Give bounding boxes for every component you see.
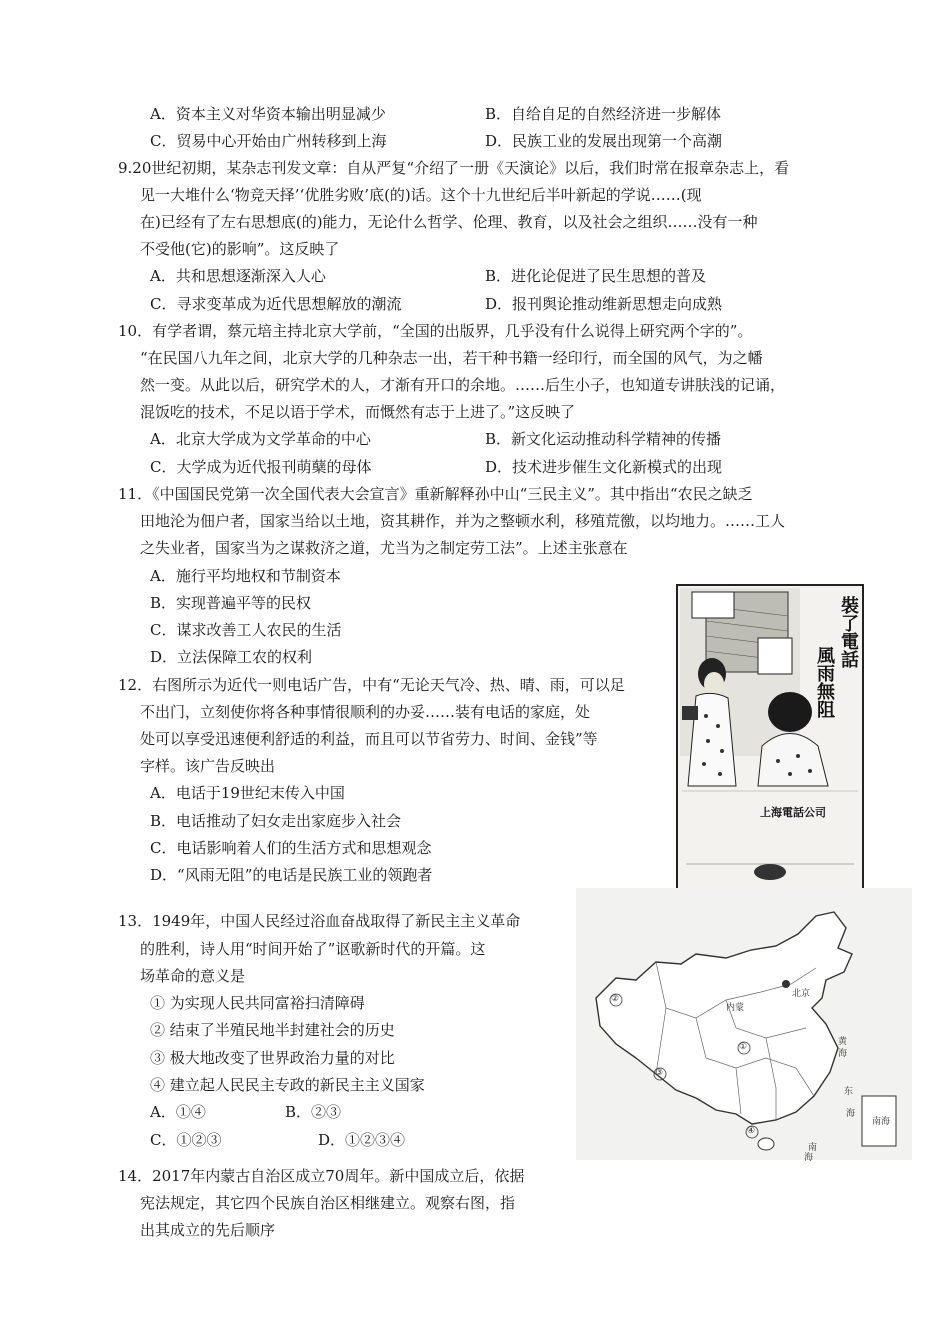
advertisement-illustration: [678, 586, 862, 889]
q11-stem-line1: 11．《中国国民党第一次全国代表大会宣言》重新解释孙中山“三民主义”。其中指出“农民之缺乏: [118, 485, 753, 503]
q9-stem-line4: 不受他(它)的影响”。这反映了: [140, 240, 340, 258]
map-label-beijing: 北京: [792, 989, 811, 999]
q13-stem-line2: 的胜利，诗人用“时间开始了”讴歌新时代的开篇。这: [140, 940, 486, 958]
q13-stem-line3: 场革命的意义是: [140, 967, 246, 985]
q11-option-a: A．施行平均地权和节制资本: [150, 567, 341, 585]
ad-company-name: 上海電話公司: [760, 806, 826, 819]
q12-option-b: B．电话推动了妇女走出家庭步入社会: [150, 812, 402, 830]
map-marker-2: ①: [739, 1042, 748, 1052]
q13-option-b: B．②③: [285, 1103, 342, 1121]
q13-statement-3: ③ 极大地改变了世界政治力量的对比: [150, 1049, 395, 1067]
q13-option-c: C．①②③: [150, 1131, 222, 1149]
telephone-advertisement-figure: [676, 584, 864, 891]
q10-stem-line1: 10．有学者谓，蔡元培主持北京大学前，“全国的出版界，几乎没有什么说得上研究两个字的”。: [118, 322, 753, 340]
map-marker-1: ②: [611, 994, 620, 1004]
q10-option-b: B．新文化运动推动科学精神的传播: [485, 430, 722, 448]
map-marker-3: ③: [655, 1068, 664, 1078]
q8-option-b: B．自给自足的自然经济进一步解体: [485, 105, 722, 123]
q12-stem-line3: 处可以享受迅速便利舒适的利益，而且可以节省劳力、时间、金钱”等: [140, 730, 598, 748]
map-label-inner-mongolia: 内蒙: [726, 1003, 745, 1013]
q9-option-b: B．进化论促进了民生思想的普及: [485, 267, 707, 285]
q11-stem-line3: 之失业者，国家当为之谋救济之道，尤当为之制定劳工法”。上述主张意在: [140, 539, 628, 557]
china-map-figure: [576, 888, 912, 1163]
q9-stem-line1: 9.20世纪初期，某杂志刊发文章：自从严复“介绍了一册《天演论》以后，我们时常在报章杂志上，看: [118, 159, 790, 177]
q11-option-d: D．立法保障工农的权利: [150, 648, 313, 666]
q13-statement-4: ④ 建立起人民民主专政的新民主主义国家: [150, 1076, 425, 1094]
map-label-east-sea-2: 海: [846, 1109, 856, 1119]
q14-stem-line2: 宪法规定，其它四个民族自治区相继建立。观察右图，指: [140, 1194, 516, 1212]
ad-headline-right: 裝了電話: [838, 596, 859, 668]
china-outline-map: [576, 888, 912, 1160]
q12-option-a: A．电话于19世纪末传入中国: [150, 784, 345, 802]
q10-stem-line4: 混饭吃的技术，不足以语于学术，而慨然有志于上进了。”这反映了: [140, 403, 576, 421]
q12-stem-line4: 字样。该广告反映出: [140, 757, 276, 775]
q9-stem-line2: 见一大堆什么‘物竞天择’‘优胜劣败’底(的)话。这个十九世纪后半叶新起的学说……(现: [140, 186, 702, 204]
map-label-east-sea-1: 东: [844, 1087, 854, 1097]
q10-option-a: A．北京大学成为文学革命的中心: [150, 430, 371, 448]
map-label-yellow-sea-1: 黄: [838, 1037, 848, 1047]
map-label-yellow-sea-2: 海: [838, 1049, 848, 1059]
q13-stem-line1: 13．1949年，中国人民经过浴血奋战取得了新民主主义革命: [118, 912, 521, 930]
q12-option-d: D．“风雨无阻”的电话是民族工业的领跑者: [150, 866, 433, 884]
q11-option-b: B．实现普遍平等的民权: [150, 594, 312, 612]
map-label-south-sea-1: 南: [808, 1143, 818, 1153]
q9-option-c: C．寻求变革成为近代思想解放的潮流: [150, 295, 402, 313]
map-label-south-sea-2: 海: [804, 1153, 814, 1163]
q8-option-a: A．资本主义对华资本输出明显减少: [150, 105, 386, 123]
ad-headline-left: 風雨無阻: [814, 646, 835, 718]
q12-stem-line1: 12．右图所示为近代一则电话广告，中有“无论天气冷、热、晴、雨，可以足: [118, 676, 625, 694]
q13-option-a: A．①④: [150, 1103, 206, 1121]
q13-statement-1: ① 为实现人民共同富裕扫清障碍: [150, 994, 365, 1012]
q10-option-d: D．技术进步催生文化新模式的出现: [485, 458, 723, 476]
q9-option-d: D．报刊舆论推动维新思想走向成熟: [485, 295, 723, 313]
q9-stem-line3: 在)已经有了左右思想底(的)能力，无论什么哲学、伦理、教育，以及社会之组织……没有一种: [140, 213, 758, 231]
q9-option-a: A．共和思想逐渐深入人心: [150, 267, 326, 285]
map-marker-4: ④: [747, 1126, 756, 1136]
q11-stem-line2: 田地沦为佃户者，国家当给以土地，资其耕作，并为之整顿水利，移殖荒徼，以均地力。……工人: [140, 512, 786, 530]
q13-option-d: D．①②③④: [318, 1131, 406, 1149]
q12-option-c: C．电话影响着人们的生活方式和思想观念: [150, 839, 432, 857]
q8-option-c: C．贸易中心开始由广州转移到上海: [150, 132, 387, 150]
q13-statement-2: ② 结束了半殖民地半封建社会的历史: [150, 1021, 395, 1039]
q14-stem-line3: 出其成立的先后顺序: [140, 1221, 276, 1239]
map-inset-south-china-sea: 南海: [872, 1117, 891, 1127]
q8-option-d: D．民族工业的发展出现第一个高潮: [485, 132, 723, 150]
q14-stem-line1: 14．2017年内蒙古自治区成立70周年。新中国成立后，依据: [118, 1167, 525, 1185]
q11-option-c: C．谋求改善工人农民的生活: [150, 621, 342, 639]
q10-option-c: C．大学成为近代报刊萌蘖的母体: [150, 458, 372, 476]
q10-stem-line2: “在民国八九年之间，北京大学的几种杂志一出，若干种书籍一经印行，而全国的风气，为之幡: [140, 349, 763, 367]
q12-stem-line2: 不出门，立刻使你将各种事情很顺利的办妥……装有电话的家庭，处: [140, 703, 591, 721]
q10-stem-line3: 然一变。从此以后，研究学术的人，才渐有开口的余地。……后生小子，也知道专讲肤浅的记诵，: [140, 376, 786, 394]
